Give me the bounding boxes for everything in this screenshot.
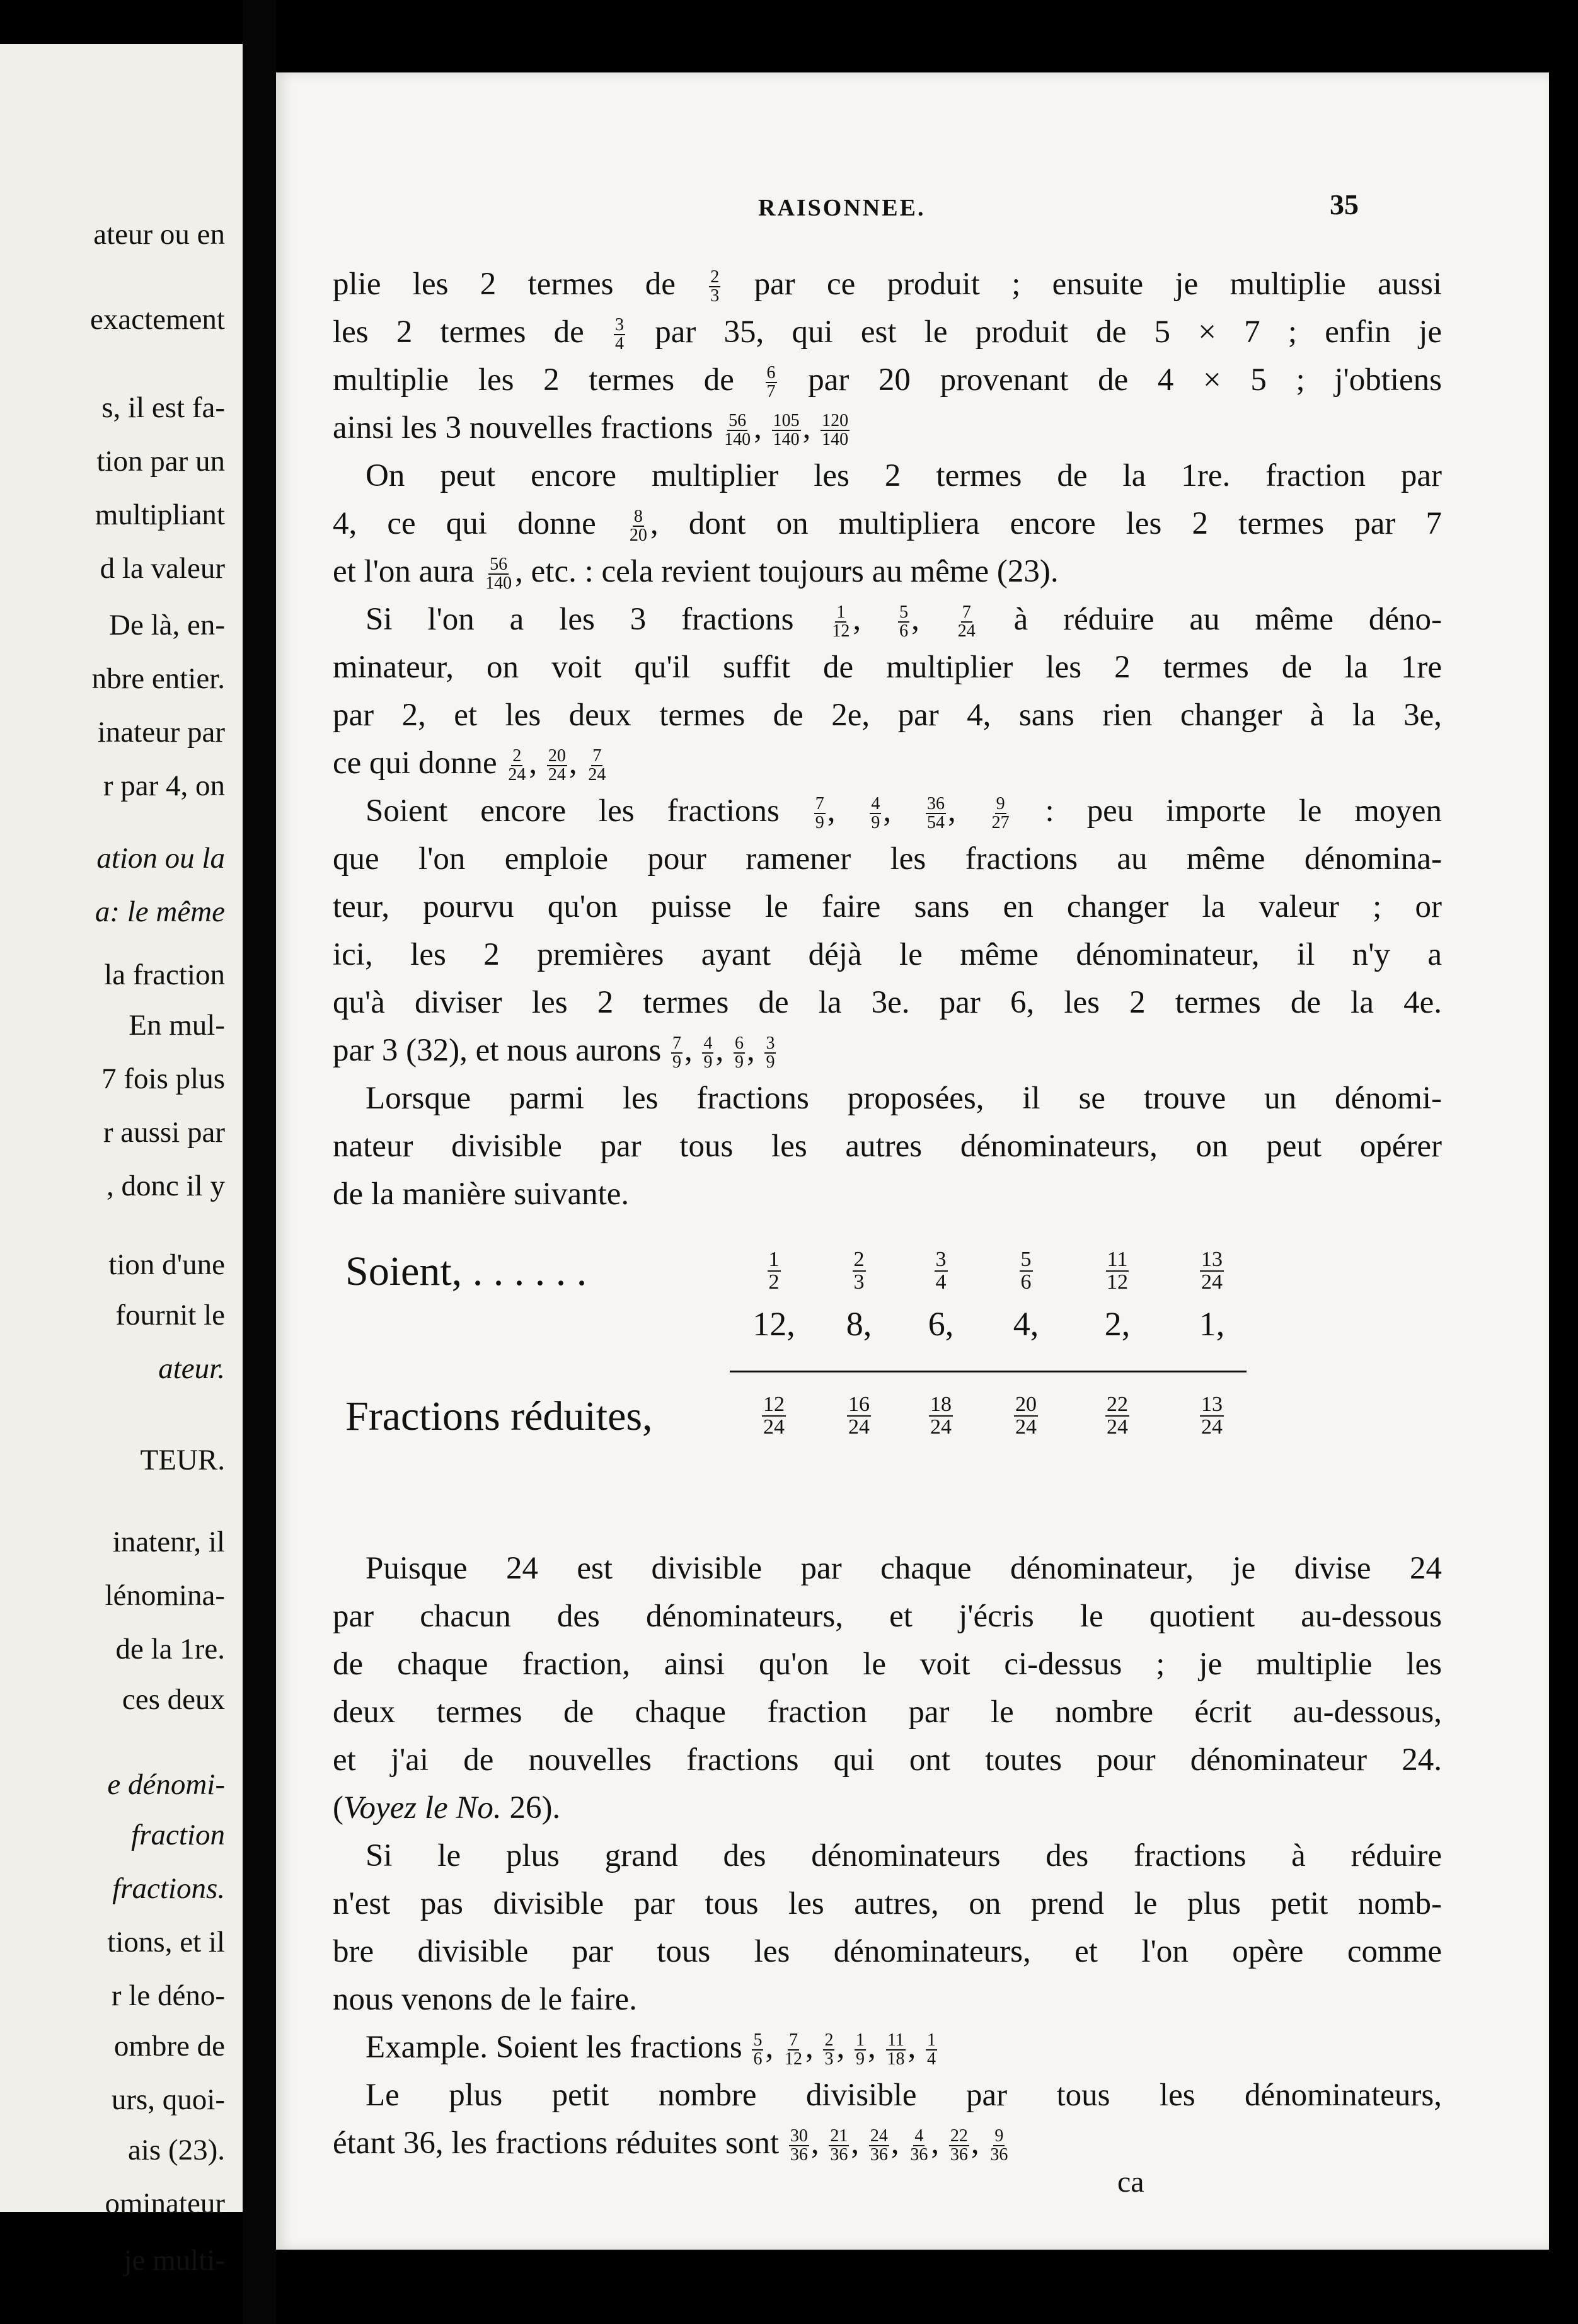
text-line: de la manière suivante. xyxy=(333,1176,630,1212)
left-page-line: nbre entier. xyxy=(91,662,225,695)
text-line: multiplie les 2 termes de $\frac{6}{7}$ par 20 provenant de 4 × 5 ; j'obtiens xyxy=(333,362,1443,402)
text-line: minateur, on voit qu'il suffit de multiplier les 2 termes de la 1re xyxy=(333,650,1442,685)
left-page-line: r par 4, on xyxy=(103,769,225,802)
table-fraction-cell xyxy=(1080,1248,1155,1293)
left-page-line: urs, quoi- xyxy=(111,2083,225,2116)
text-line: teur, pourvu qu'on puisse le faire sans en changer la valeur ; or xyxy=(333,889,1442,924)
left-page-line: inateur par xyxy=(97,716,225,749)
fraction: $\frac{4}{36}$ xyxy=(910,2126,928,2165)
text-line: Soient encore les fractions $\frac{7}{9}$ , $\frac{4}{9}$ , $\frac{36}{54}$ , $\frac{9}{27}$ : peu importe le moyen xyxy=(366,793,1443,833)
fraction: $\frac{1}{12}$ xyxy=(832,602,850,641)
left-page-line: tion par un xyxy=(96,445,225,478)
text-line: ainsi les 3 nouvelles fractions $\frac{56}{140}$ , $\frac{105}{140}$ , $\frac{120}{140}$ xyxy=(333,410,849,450)
left-page-line: tions, et il xyxy=(107,1926,225,1959)
fraction: $\frac{5}{6}$ xyxy=(1020,1247,1032,1294)
fraction: $\frac{13}{24}$ xyxy=(1201,1392,1223,1439)
fraction-table xyxy=(276,1248,1549,1512)
table-fraction-cell xyxy=(903,1248,979,1293)
fraction: $\frac{4}{9}$ xyxy=(703,1033,713,1073)
fraction: $\frac{120}{140}$ xyxy=(822,411,849,450)
left-page-line: 7 fois plus xyxy=(101,1062,225,1095)
fraction: $\frac{36}{54}$ xyxy=(927,794,945,833)
fraction: $\frac{6}{9}$ xyxy=(734,1033,744,1073)
soient-label: Soient, . . . . . . xyxy=(345,1248,587,1294)
table-fraction-cell xyxy=(1174,1393,1250,1438)
text-line: et l'on aura $\frac{56}{140}$ , etc. : cela revient toujours au même (23). xyxy=(333,554,1059,594)
left-page-line: la fraction xyxy=(104,958,225,991)
text-line: Si le plus grand des dénominateurs des fractions à réduire xyxy=(366,1838,1442,1873)
fraction: $\frac{11}{12}$ xyxy=(1107,1247,1128,1294)
paragraph-1 xyxy=(333,262,1442,1219)
table-multiplier-cell: 12, xyxy=(752,1305,795,1343)
fraction: $\frac{56}{140}$ xyxy=(485,555,512,594)
fraction: $\frac{8}{20}$ xyxy=(629,507,647,546)
table-fraction-cell xyxy=(1174,1248,1250,1293)
text-line: qu'à diviser les 2 termes de la 3e. par 6, les 2 termes de la 4e. xyxy=(333,985,1442,1020)
table-fraction-cell xyxy=(736,1248,812,1293)
text-line: étant 36, les fractions réduites sont $\frac{30}{36}$ , $\frac{21}{36}$ , $\frac{24}{36}$ , $\frac{4}{36}$ , $\frac{22}{36}$ , $\frac{9}{36}$ xyxy=(333,2126,1008,2165)
text-line: les 2 termes de $\frac{3}{4}$ par 35, qui est le produit de 5 × 7 ; enfin je xyxy=(333,314,1443,354)
table-fraction-cell xyxy=(821,1248,897,1293)
fraction: $\frac{12}{24}$ xyxy=(763,1392,785,1439)
table-fraction-cell xyxy=(821,1393,897,1438)
table-fraction-cell xyxy=(988,1248,1064,1293)
text-line: par chacun des dénominateurs, et j'écris le quotient au-dessous xyxy=(333,1599,1442,1634)
left-page-line: ateur. xyxy=(158,1352,225,1385)
page-number: 35 xyxy=(1330,188,1359,221)
left-page-line: , donc il y xyxy=(107,1170,225,1202)
table-rule xyxy=(730,1371,1247,1372)
text-line: ce qui donne $\frac{2}{24}$ , $\frac{20}{24}$ , $\frac{7}{24}$ xyxy=(333,745,606,785)
left-page-line: je multi- xyxy=(124,2244,225,2277)
text-line: et j'ai de nouvelles fractions qui ont toutes pour dénominateur 24. xyxy=(333,1742,1442,1778)
fraction: $\frac{3}{4}$ xyxy=(935,1247,947,1294)
text-line: On peut encore multiplier les 2 termes de la 1re. fraction par xyxy=(366,458,1442,493)
fraction: $\frac{56}{140}$ xyxy=(724,411,751,450)
left-page-line: ominateur xyxy=(105,2187,225,2220)
paragraph-6 xyxy=(333,1546,1442,2168)
left-page-line: exactement xyxy=(90,303,225,336)
left-page-line: a: le même xyxy=(95,895,225,928)
left-page-line: multipliant xyxy=(95,498,225,531)
left-page-line: ais (23). xyxy=(127,2134,225,2166)
text-line: nateur divisible par tous les autres dénominateurs, on peut opérer xyxy=(333,1129,1442,1164)
fraction: $\frac{3}{4}$ xyxy=(615,315,625,354)
text-line: de chaque fraction, ainsi qu'on le voit ci-dessus ; je multiplie les xyxy=(333,1647,1442,1682)
left-page-line: En mul- xyxy=(129,1009,225,1042)
text-line: (Voyez le No. 26). xyxy=(333,1790,561,1826)
left-page-line: tion d'une xyxy=(108,1248,225,1281)
signature-mark: ca xyxy=(1117,2165,1144,2199)
left-page-line: d la valeur xyxy=(100,552,225,585)
table-multiplier-cell: 8, xyxy=(846,1305,872,1343)
text-line: Lorsque parmi les fractions proposées, il se trouve un dénomi- xyxy=(366,1081,1442,1116)
left-page-line: r aussi par xyxy=(103,1116,225,1149)
reduced-label: Fractions réduites, xyxy=(345,1393,653,1439)
left-page-line: TEUR. xyxy=(140,1444,225,1476)
text-line: par 2, et les deux termes de 2e, par 4, sans rien changer à la 3e, xyxy=(333,698,1442,733)
fraction: $\frac{2}{3}$ xyxy=(824,2030,834,2069)
table-multiplier-cell: 1, xyxy=(1199,1305,1225,1343)
table-fraction-cell xyxy=(988,1393,1064,1438)
left-page-line: fraction xyxy=(131,1819,225,1851)
text-line: que l'on emploie pour ramener les fractions au même dénomina- xyxy=(333,841,1442,877)
fraction: $\frac{4}{9}$ xyxy=(871,794,880,833)
left-page-line: r le déno- xyxy=(111,1979,225,2012)
left-page-line: ces deux xyxy=(122,1683,225,1716)
left-page-line: e dénomi- xyxy=(107,1768,225,1801)
fraction: $\frac{6}{7}$ xyxy=(766,363,776,402)
left-page-line: De là, en- xyxy=(109,609,225,641)
text-line: Puisque 24 est divisible par chaque dénominateur, je divise 24 xyxy=(366,1551,1442,1586)
fraction: $\frac{22}{36}$ xyxy=(950,2126,968,2165)
fraction: $\frac{9}{27}$ xyxy=(991,794,1010,833)
fraction: $\frac{30}{36}$ xyxy=(790,2126,808,2165)
left-page-line: s, il est fa- xyxy=(101,391,225,424)
left-page-line: inatenr, il xyxy=(112,1526,225,1558)
fraction: $\frac{2}{3}$ xyxy=(710,267,720,306)
fraction: $\frac{2}{24}$ xyxy=(508,746,526,785)
fraction: $\frac{24}{36}$ xyxy=(870,2126,888,2165)
left-page-line: de la 1re. xyxy=(115,1633,225,1665)
text-line: nous venons de le faire. xyxy=(333,1982,637,2017)
fraction: $\frac{22}{24}$ xyxy=(1107,1392,1128,1439)
fraction: $\frac{20}{24}$ xyxy=(1015,1392,1037,1439)
text-line: deux termes de chaque fraction par le nombre écrit au-dessous, xyxy=(333,1694,1442,1730)
fraction: $\frac{105}{140}$ xyxy=(773,411,800,450)
left-page-line: ation ou la xyxy=(96,842,225,875)
table-fraction-cell xyxy=(1080,1393,1155,1438)
fraction: $\frac{7}{9}$ xyxy=(815,794,824,833)
table-multiplier-cell: 6, xyxy=(928,1305,954,1343)
fraction: $\frac{7}{12}$ xyxy=(784,2030,802,2069)
fraction: $\frac{16}{24}$ xyxy=(848,1392,870,1439)
fraction: $\frac{9}{36}$ xyxy=(990,2126,1008,2165)
fraction: $\frac{21}{36}$ xyxy=(830,2126,848,2165)
table-multiplier-cell: 4, xyxy=(1013,1305,1039,1343)
table-fraction-cell xyxy=(736,1393,812,1438)
fraction: $\frac{1}{2}$ xyxy=(768,1247,780,1294)
left-page-fragment xyxy=(0,44,243,2277)
text-line: ici, les 2 premières ayant déjà le même dénominateur, il n'y a xyxy=(333,937,1442,972)
left-page-line: ombre de xyxy=(113,2030,225,2062)
fraction: $\frac{1}{9}$ xyxy=(855,2030,865,2069)
fraction: $\frac{7}{9}$ xyxy=(672,1033,681,1073)
fraction: $\frac{18}{24}$ xyxy=(930,1392,952,1439)
text-line: n'est pas divisible par tous les autres, on prend le plus petit nomb- xyxy=(333,1886,1442,1921)
fraction: $\frac{20}{24}$ xyxy=(548,746,566,785)
left-page-line: fournit le xyxy=(115,1299,225,1332)
table-multiplier-cell: 2, xyxy=(1104,1305,1131,1343)
text-line: Le plus petit nombre divisible par tous les dénominateurs, xyxy=(366,2078,1442,2113)
fraction: $\frac{7}{24}$ xyxy=(588,746,606,785)
fraction: $\frac{3}{9}$ xyxy=(766,1033,775,1073)
left-page-line: lénomina- xyxy=(105,1579,225,1612)
text-line: Example. Soient les fractions $\frac{5}{6}$ , $\frac{7}{12}$ , $\frac{2}{3}$ , $\frac{1}{9}$ , $\frac{11}{18}$ , $\frac{1}{4}$ xyxy=(366,2030,936,2069)
fraction: $\frac{2}{3}$ xyxy=(853,1247,865,1294)
text-line: par 3 (32), et nous aurons $\frac{7}{9}$ , $\frac{4}{9}$ , $\frac{6}{9}$ , $\frac{3}{9}$ xyxy=(333,1033,775,1073)
fraction: $\frac{1}{4}$ xyxy=(926,2030,936,2069)
table-fraction-cell xyxy=(903,1393,979,1438)
book-gutter xyxy=(243,0,276,2324)
right-page xyxy=(276,72,1549,2250)
fraction: $\frac{13}{24}$ xyxy=(1201,1247,1223,1294)
text-line: 4, ce qui donne $\frac{8}{20}$ , dont on multipliera encore les 2 termes par 7 xyxy=(333,506,1443,546)
fraction: $\frac{11}{18}$ xyxy=(887,2030,905,2069)
text-line: Si l'on a les 3 fractions $\frac{1}{12}$ , $\frac{5}{6}$ , $\frac{7}{24}$ à réduire au même déno- xyxy=(366,602,1443,641)
text-line: plie les 2 termes de $\frac{2}{3}$ par ce produit ; ensuite je multiplie aussi xyxy=(333,267,1443,306)
fraction: $\frac{5}{6}$ xyxy=(899,602,909,641)
left-page-line: ateur ou en xyxy=(93,218,225,251)
fraction: $\frac{7}{24}$ xyxy=(957,602,976,641)
fraction: $\frac{5}{6}$ xyxy=(753,2030,763,2069)
running-header: RAISONNEE. xyxy=(758,195,926,221)
left-page-line: fractions. xyxy=(112,1872,225,1905)
text-line: bre divisible par tous les dénominateurs, et l'on opère comme xyxy=(333,1934,1442,1969)
